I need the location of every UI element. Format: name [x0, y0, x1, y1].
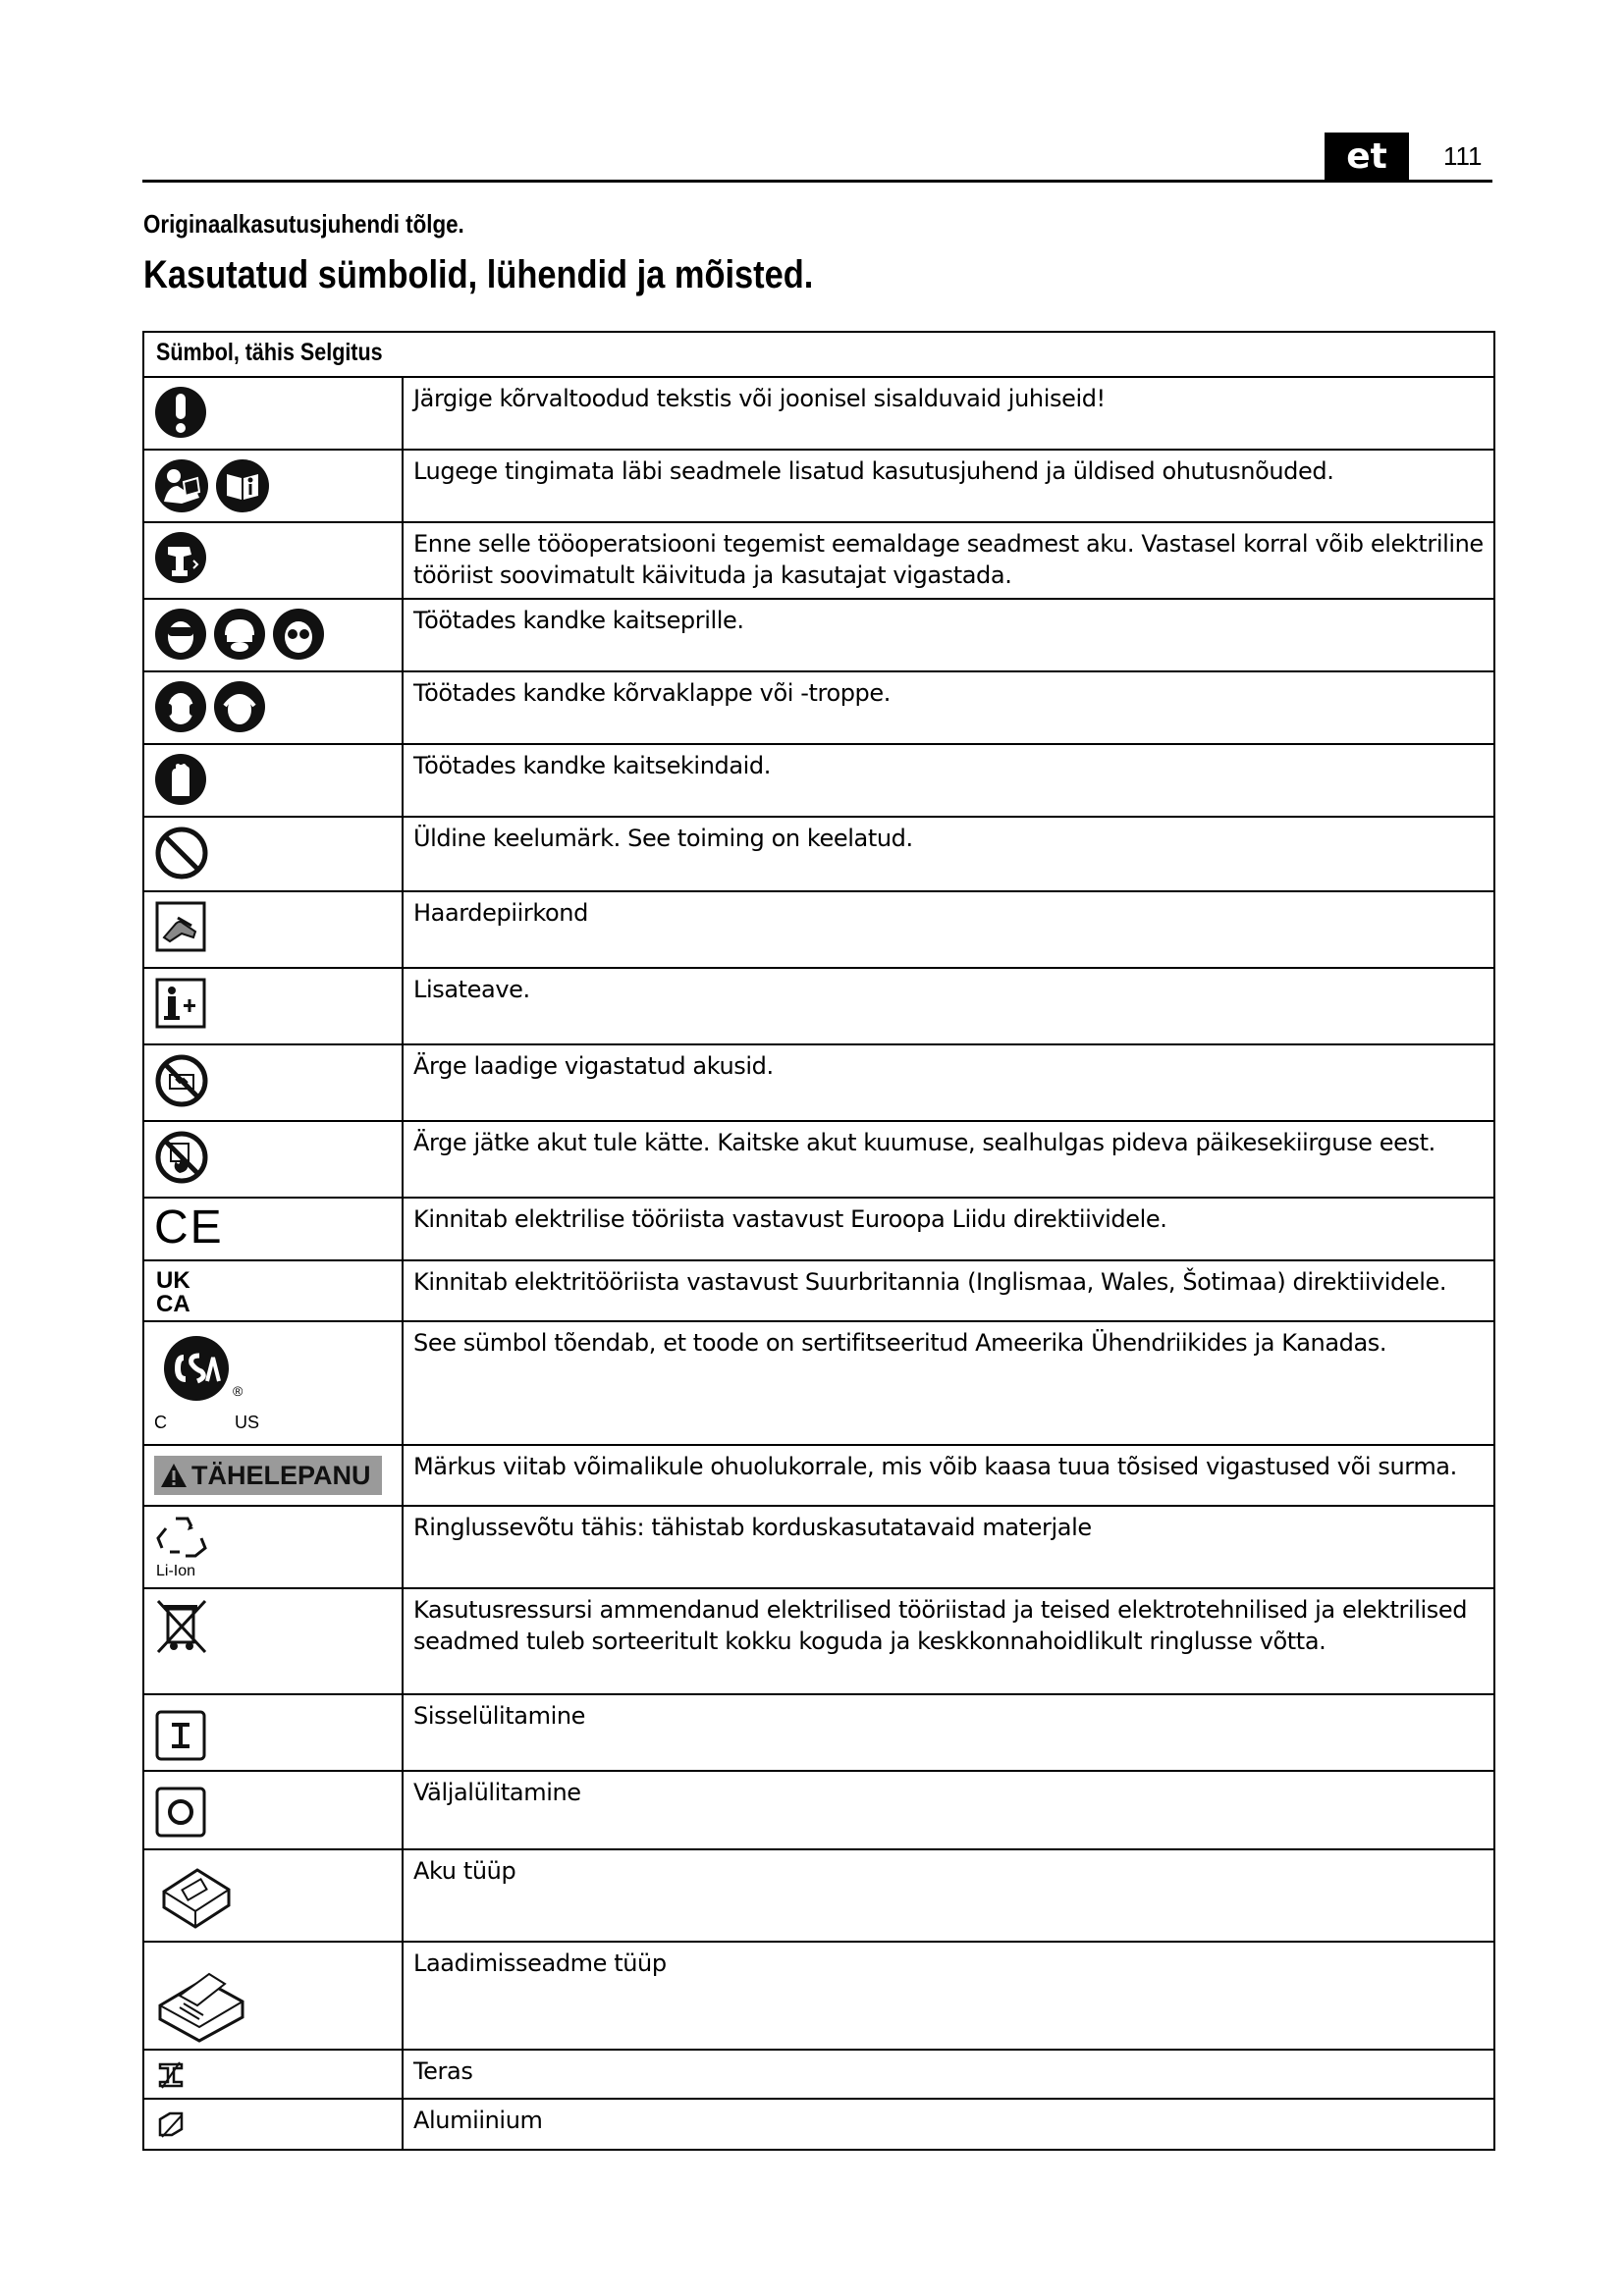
info-icon: [154, 977, 207, 1030]
description-cell: [403, 1445, 1494, 1506]
table-row: [143, 377, 1494, 450]
table-row: [143, 744, 1494, 817]
description-cell: [403, 1506, 1494, 1588]
table-row: [143, 1771, 1494, 1849]
table-row: [143, 671, 1494, 744]
no-charging-damaged-icon: [154, 1053, 209, 1108]
info-manual-icon: [215, 458, 270, 513]
symbol-cell: [143, 1694, 403, 1771]
symbol-cell: [143, 377, 403, 450]
table-header-label: Sümbol, tähis Selgitus: [156, 339, 383, 366]
aluminium-icon: [154, 2108, 188, 2141]
table-row: [143, 1198, 1494, 1260]
weee-bin-icon: [154, 1597, 209, 1656]
description-text: Ringlussevõtu tähis: tähistab korduskasutatavaid materjale: [413, 1514, 1092, 1541]
description-cell: [403, 817, 1494, 891]
symbol-cell: [143, 1506, 403, 1588]
symbol-cell: [143, 1044, 403, 1121]
li-ion-label: Li-Ion: [156, 1563, 196, 1579]
read-manual-icon: [154, 458, 209, 513]
table-row: [143, 1121, 1494, 1198]
table-row: [143, 1260, 1494, 1321]
grip-area-icon: [154, 900, 207, 953]
symbol-cell: [143, 1321, 403, 1445]
remove-battery-icon: [154, 531, 207, 584]
exclamation-icon: [154, 386, 207, 439]
description-cell: [403, 377, 1494, 450]
ukca-mark: UK CA: [156, 1267, 190, 1317]
table-row: [143, 1588, 1494, 1694]
description-text: Töötades kandke kõrvaklappe või -troppe.: [413, 679, 891, 707]
csa-us-label: US: [235, 1413, 260, 1432]
table-row: [143, 1942, 1494, 2050]
symbol-cell: [143, 522, 403, 599]
description-cell: [403, 671, 1494, 744]
helmet-visor-icon: [213, 608, 266, 661]
description-text: Lisateave.: [413, 976, 530, 1003]
description-text: Teras: [413, 2057, 473, 2085]
table-header-row: [143, 332, 1494, 377]
table-row: [143, 1321, 1494, 1445]
page-title: Kasutatud sümbolid, lühendid ja mõisted.: [143, 253, 814, 296]
recycle-icon: [156, 1515, 207, 1560]
ear-protection-icon: [154, 680, 207, 733]
warning-label-text: TÄHELEPANU: [191, 1460, 371, 1490]
eye-protection-icon: [272, 608, 325, 661]
csa-logo-icon: [162, 1334, 231, 1403]
description-cell: [403, 2099, 1494, 2150]
description-text: Kinnitab elektritööriista vastavust Suurbritannia (Inglismaa, Wales, Šotimaa) direktiividele.: [413, 1268, 1447, 1296]
symbols-table: [142, 331, 1495, 2151]
description-text: Sisselülitamine: [413, 1702, 586, 1730]
symbol-cell: [143, 744, 403, 817]
steel-icon: [154, 2058, 188, 2092]
ce-mark: CE: [154, 1201, 224, 1254]
description-text: Kasutusressursi ammendanud elektrilised tööriistad ja teised elektrotehnilised ja elektrilised seadmed tuleb sorteeritult kokku koguda ja keskkonnahoidlikult ringlusse võtta.: [413, 1596, 1468, 1655]
table-row: [143, 1506, 1494, 1588]
description-cell: [403, 599, 1494, 671]
description-cell: [403, 1771, 1494, 1849]
header-rule: [142, 180, 1492, 183]
table-row: [143, 1445, 1494, 1506]
gloves-icon: [154, 753, 207, 806]
description-text: Aku tüüp: [413, 1857, 516, 1885]
ear-muffs-icon: [213, 680, 266, 733]
symbol-cell: [143, 2099, 403, 2150]
language-code: et: [1346, 135, 1387, 177]
prohibition-icon: [154, 826, 209, 881]
symbol-cell: [143, 450, 403, 522]
description-cell: [403, 744, 1494, 817]
description-cell: [403, 1849, 1494, 1942]
description-text: Väljalülitamine: [413, 1779, 581, 1806]
symbol-cell: [143, 1588, 403, 1694]
description-text: Töötades kandke kaitsekindaid.: [413, 752, 771, 779]
description-text: Lugege tingimata läbi seadmele lisatud kasutusjuhend ja üldised ohutusnõuded.: [413, 457, 1334, 485]
description-text: Haardepiirkond: [413, 899, 588, 927]
description-cell: [403, 1694, 1494, 1771]
battery-type-icon: [154, 1862, 237, 1935]
description-cell: [403, 1044, 1494, 1121]
description-text: Ärge laadige vigastatud akusid.: [413, 1052, 774, 1080]
language-badge: [1325, 133, 1409, 180]
description-cell: [403, 1588, 1494, 1694]
description-text: Alumiinium: [413, 2107, 543, 2134]
document-subtitle: Originaalkasutusjuhendi tõlge.: [143, 209, 464, 239]
description-text: Kinnitab elektrilise tööriista vastavust Euroopa Liidu direktiividele.: [413, 1205, 1167, 1233]
table-header-cell: [143, 332, 1494, 377]
symbol-cell: [143, 817, 403, 891]
symbol-cell: [143, 1771, 403, 1849]
description-cell: [403, 968, 1494, 1044]
symbol-cell: [143, 1445, 403, 1506]
symbol-cell: [143, 1121, 403, 1198]
charger-type-icon: [154, 1960, 248, 2043]
symbol-cell: [143, 599, 403, 671]
description-cell: [403, 2050, 1494, 2099]
table-row: [143, 817, 1494, 891]
table-row: [143, 1044, 1494, 1121]
table-row: [143, 522, 1494, 599]
symbol-cell: [143, 671, 403, 744]
symbol-cell: [143, 1260, 403, 1321]
description-cell: [403, 1321, 1494, 1445]
description-cell: [403, 1260, 1494, 1321]
table-row: [143, 891, 1494, 968]
table-row: [143, 450, 1494, 522]
description-text: Ärge jätke akut tule kätte. Kaitske akut kuumuse, sealhulgas pideva päikesekiirguse eest.: [413, 1129, 1435, 1156]
description-text: Enne selle tööoperatsiooni tegemist eemaldage seadmest aku. Vastasel korral võib elektriline tööriist soovimatult käivituda ja kasutajat vigastada.: [413, 530, 1484, 589]
table-row: [143, 2099, 1494, 2150]
switch-on-icon: [154, 1709, 207, 1762]
table-row: [143, 1849, 1494, 1942]
description-text: Üldine keelumärk. See toiming on keelatud.: [413, 825, 913, 852]
symbol-cell: [143, 968, 403, 1044]
symbol-cell: [143, 1942, 403, 2050]
symbol-cell: [143, 891, 403, 968]
symbol-cell: [143, 1849, 403, 1942]
description-cell: [403, 1198, 1494, 1260]
description-text: Märkus viitab võimalikule ohuolukorrale, mis võib kaasa tuua tõsised vigastused või surma.: [413, 1453, 1457, 1480]
face-shield-icon: [154, 608, 207, 661]
description-text: Töötades kandke kaitseprille.: [413, 607, 744, 634]
warning-triangle-icon: [160, 1463, 188, 1488]
table-row: [143, 968, 1494, 1044]
switch-off-icon: [154, 1786, 207, 1839]
description-cell: [403, 891, 1494, 968]
page-number: 111: [1443, 141, 1483, 171]
table-row: [143, 1694, 1494, 1771]
description-cell: [403, 1942, 1494, 2050]
description-cell: [403, 522, 1494, 599]
description-cell: [403, 1121, 1494, 1198]
table-row: [143, 2050, 1494, 2099]
description-text: Järgige kõrvaltoodud tekstis või joonisel sisalduvaid juhiseid!: [413, 385, 1106, 412]
description-text: See sümbol tõendab, et toode on sertifitseeritud Ameerika Ühendriikides ja Kanadas.: [413, 1329, 1387, 1357]
no-fire-icon: [154, 1130, 209, 1185]
symbol-cell: [143, 1198, 403, 1260]
csa-c-label: C: [154, 1413, 167, 1432]
description-text: Laadimisseadme tüüp: [413, 1949, 667, 1977]
warning-label: [154, 1456, 382, 1495]
table-row: [143, 599, 1494, 671]
symbol-cell: [143, 2050, 403, 2099]
description-cell: [403, 450, 1494, 522]
csa-mark: ® C US: [144, 1322, 262, 1438]
